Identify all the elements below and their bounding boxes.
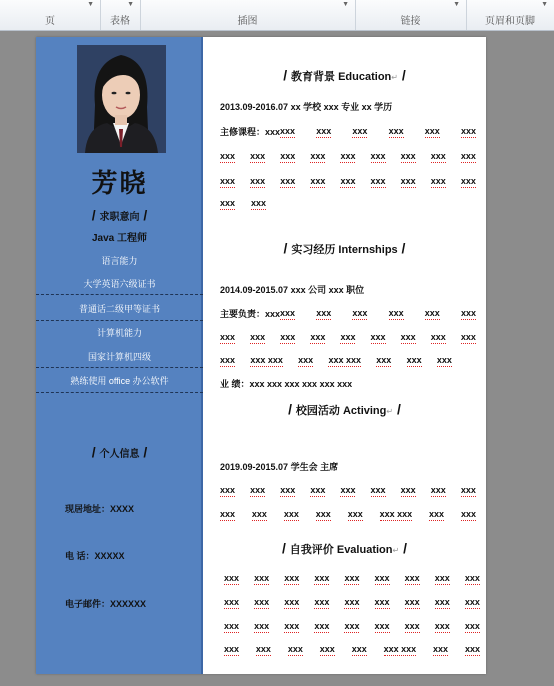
ribbon-group-label: 页眉和页脚 xyxy=(485,16,535,27)
ability-item: 熟练使用 office 办公软件 xyxy=(70,376,169,386)
campus-row: xxx xxx xxx xxx xxx xxx xxx xxx xxx xyxy=(220,485,476,495)
education-heading: / 教育背景 Education↵ / xyxy=(283,67,406,83)
dashed-divider xyxy=(36,294,203,295)
education-row: xxx xxx xxx xxx xxx xxx xxx xxx xxx xyxy=(220,151,476,161)
ribbon-group-label: 页 xyxy=(45,16,55,27)
dashed-divider xyxy=(36,367,203,368)
job-intent-title: 求职意向 xyxy=(99,212,140,223)
education-row: xxx xxx xyxy=(220,198,266,208)
ability-item: 大学英语六级证书 xyxy=(83,279,156,289)
ability-item: 国家计算机四级 xyxy=(87,352,151,362)
chevron-down-icon: ▼ xyxy=(342,1,349,8)
internship-row: xxx xxx xxx xxx xxx xxx xxx xxx xxx xyxy=(220,332,476,342)
ribbon-group-header-footer[interactable] xyxy=(466,0,554,30)
portrait-image xyxy=(77,45,166,153)
education-title: 教育背景 Education xyxy=(291,71,392,83)
email-field: 电子邮件：XXXXXX xyxy=(65,599,147,609)
ability-item: 普通话二级甲等证书 xyxy=(78,304,160,314)
evaluation-heading: / 自我评价 Evaluation↵ / xyxy=(282,540,407,556)
evaluation-row: xxx xxx xxx xxx xxx xxx xxx xxx xxx xyxy=(224,573,480,583)
internship-performance: 业 绩：xxx xxx xxx xxx xxx xxx xyxy=(220,379,353,389)
personal-info-title: 个人信息 xyxy=(99,449,140,460)
chevron-down-icon: ▼ xyxy=(87,1,94,8)
ability-item: 计算机能力 xyxy=(96,328,142,338)
ribbon-toolbar xyxy=(0,0,554,31)
evaluation-row: xxx xxx xxx xxx xxx xxx xxx xxx xxx xyxy=(224,597,480,607)
resume-sidebar xyxy=(36,37,203,674)
evaluation-row: xxx xxx xxx xxx xxx xxx xxx xxx xxx xyxy=(224,644,480,654)
ribbon-group-links[interactable] xyxy=(355,0,467,30)
ribbon-group-label: 表格 xyxy=(110,16,130,27)
dashed-divider xyxy=(36,392,203,393)
job-title: Java 工程师 xyxy=(91,233,148,244)
job-intent-heading: / 求职意向 / xyxy=(91,207,148,223)
ribbon-group-illustrations[interactable] xyxy=(140,0,356,30)
ribbon-group-label: 插图 xyxy=(237,16,258,27)
campus-row: xxx xxx xxx xxx xxx xxx xxx xxx xxx xyxy=(220,509,476,519)
internship-row: xxx xxx xxx xxx xxx xxx xyxy=(280,308,476,318)
chevron-down-icon: ▼ xyxy=(127,1,134,8)
candidate-name: 芳晓 xyxy=(91,168,148,198)
campus-title: 校园活动 Activing xyxy=(295,405,387,417)
internship-period-line: 2014.09-2015.07 xxx 公司 xxx 职位 xyxy=(220,285,365,295)
ribbon-group-label: 链接 xyxy=(400,16,421,27)
profile-photo xyxy=(77,45,166,153)
ability-item: 语言能力 xyxy=(101,256,138,266)
education-courses-label: 主修课程：xxx xyxy=(220,127,281,137)
internship-duties-label: 主要负责：xxx xyxy=(220,309,281,319)
education-row: xxx xxx xxx xxx xxx xxx xyxy=(280,126,476,136)
campus-heading: / 校园活动 Activing↵ / xyxy=(288,401,401,417)
resume-page[interactable] xyxy=(36,37,486,674)
education-row: xxx xxx xxx xxx xxx xxx xxx xxx xxx xyxy=(220,176,476,186)
evaluation-row: xxx xxx xxx xxx xxx xxx xxx xxx xxx xyxy=(224,621,480,631)
internship-heading: / 实习经历 Internships / xyxy=(283,240,406,256)
chevron-down-icon: ▼ xyxy=(541,1,548,8)
resume-main xyxy=(203,37,486,674)
campus-period-line: 2019.09-2015.07 学生会 主席 xyxy=(220,462,339,472)
internship-row: xxx xxx xxx xxx xxx xxx xxx xxx xxx xyxy=(220,355,452,365)
personal-info-heading: / 个人信息 / xyxy=(91,444,148,460)
chevron-down-icon: ▼ xyxy=(453,1,460,8)
ribbon-group-tables[interactable] xyxy=(100,0,141,30)
address-field: 现居地址：XXXX xyxy=(65,504,135,514)
ribbon-group-pages[interactable] xyxy=(0,0,101,30)
education-period-line: 2013.09-2016.07 xx 学校 xxx 专业 xx 学历 xyxy=(220,102,393,112)
internship-title: 实习经历 Internships xyxy=(291,244,398,256)
phone-field: 电 话：XXXXX xyxy=(65,551,125,561)
dashed-divider xyxy=(36,320,203,321)
evaluation-title: 自我评价 Evaluation xyxy=(289,544,393,556)
